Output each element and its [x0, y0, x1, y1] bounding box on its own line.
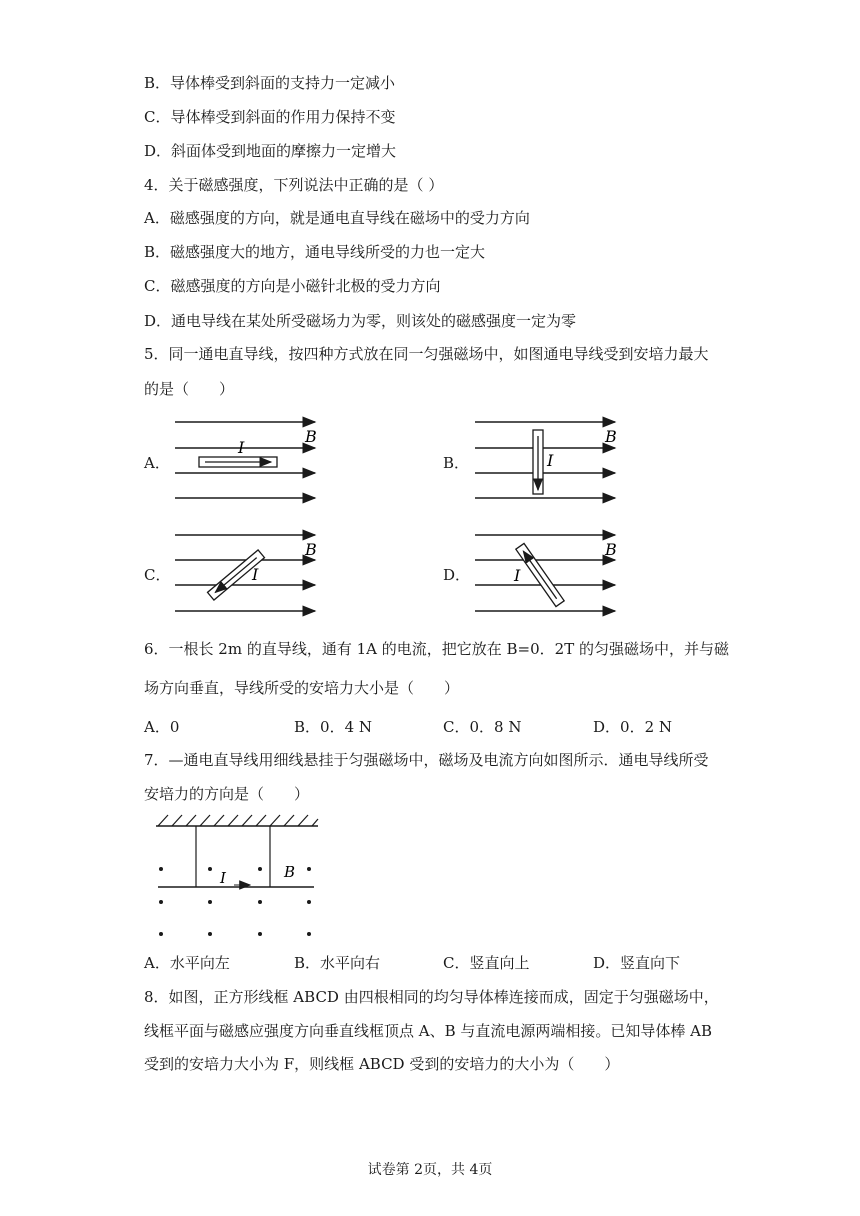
q7-current-label: I [220, 869, 226, 887]
q5-stem-line2: 的是（ ） [144, 380, 235, 398]
q7-option-a: A．水平向左 [144, 954, 230, 972]
q5-fig-c-current-label: I [252, 565, 259, 584]
q4-option-d: D．通电导线在某处所受磁场力为零，则该处的磁感强度一定为零 [144, 312, 577, 330]
q4-stem: 4．关于磁感强度，下列说法中正确的是（ ） [144, 176, 444, 194]
q5-fig-a-label: A． [144, 454, 170, 472]
q5-figure-a [165, 410, 325, 510]
page-footer: 试卷第 2页，共 4页 [367, 1162, 493, 1178]
q5-fig-d-field-label: B [605, 540, 617, 559]
q7-option-d: D．竖直向下 [593, 954, 681, 972]
q8-stem-line2: 线框平面与磁感应强度方向垂直线框顶点 A、B 与直流电源两端相接。已知导体棒 AB [144, 1022, 713, 1040]
q5-fig-b-field-label: B [605, 427, 617, 446]
q3-option-b: B．导体棒受到斜面的支持力一定减小 [144, 74, 396, 92]
q8-stem-line3: 受到的安培力大小为 F，则线框 ABCD 受到的安培力的大小为（ ） [144, 1055, 620, 1073]
q7-option-c: C．竖直向上 [443, 954, 530, 972]
q6-stem-line1: 6．一根长 2m 的直导线，通有 1A 的电流，把它放在 B=0．2T 的匀强磁场中，并与磁 [144, 640, 729, 658]
q5-fig-d-current-label: I [514, 566, 521, 585]
q4-option-c: C．磁感强度的方向是小磁针北极的受力方向 [144, 277, 441, 295]
q6-option-b: B．0．4 N [294, 718, 373, 736]
q5-fig-d-label: D． [443, 566, 471, 584]
q3-option-c: C．导体棒受到斜面的作用力保持不变 [144, 108, 396, 126]
q6-option-a: A．0 [144, 718, 180, 736]
q5-fig-a-field-label: B [305, 427, 317, 446]
q8-stem-line1: 8．如图，正方形线框 ABCD 由四根相同的均匀导体棒连接而成，固定于匀强磁场中， [144, 988, 719, 1006]
q6-option-d: D．0．2 N [593, 718, 673, 736]
q5-stem-line1: 5．同一通电直导线，按四种方式放在同一匀强磁场中，如图通电导线受到安培力最大 [144, 345, 709, 363]
q7-figure [152, 812, 322, 942]
q5-fig-b-current-label: I [547, 451, 554, 470]
q5-figure-b [465, 410, 625, 510]
q5-fig-a-current-label: I [238, 438, 245, 457]
q5-figure-c [165, 525, 325, 625]
q4-option-b: B．磁感强度大的地方，通电导线所受的力也一定大 [144, 243, 486, 261]
q3-option-d: D．斜面体受到地面的摩擦力一定增大 [144, 142, 397, 160]
q7-stem-line1: 7．—通电直导线用细线悬挂于匀强磁场中，磁场及电流方向如图所示．通电导线所受 [144, 751, 709, 769]
q6-stem-line2: 场方向垂直，导线所受的安培力大小是（ ） [144, 679, 460, 697]
q7-stem-line2: 安培力的方向是（ ） [144, 785, 310, 803]
q4-option-a: A．磁感强度的方向，就是通电直导线在磁场中的受力方向 [144, 209, 530, 227]
q5-fig-b-label: B． [443, 454, 470, 472]
q5-figure-d [465, 525, 625, 625]
q5-fig-c-label: C． [144, 566, 171, 584]
q6-option-c: C．0．8 N [443, 718, 522, 736]
q5-fig-c-field-label: B [305, 540, 317, 559]
q7-option-b: B．水平向右 [294, 954, 381, 972]
q7-field-label: B [284, 863, 296, 881]
